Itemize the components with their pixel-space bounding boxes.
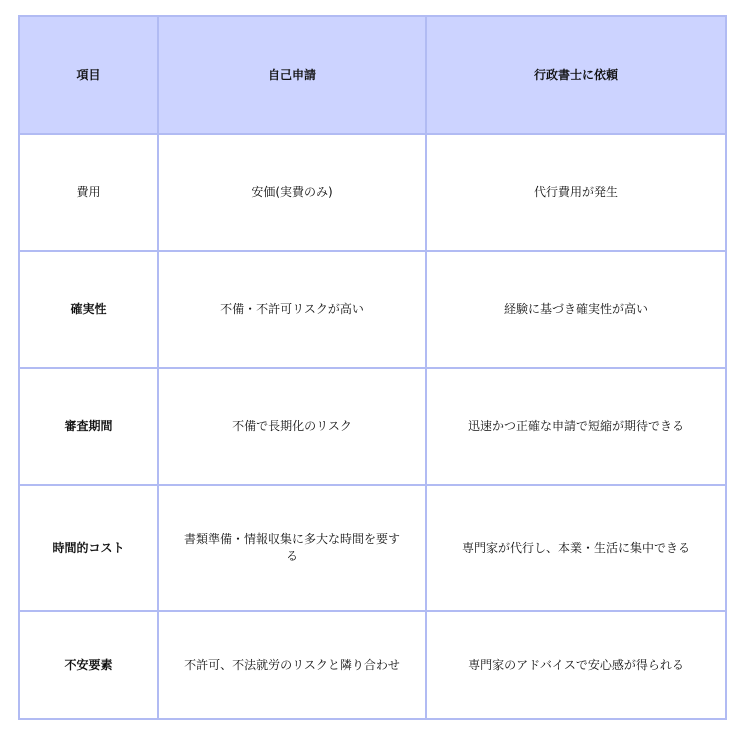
table-row (19, 368, 726, 485)
cell-agent-time-cost: 専門家が代行し、本業・生活に集中できる (426, 485, 726, 611)
table-header-row (19, 16, 726, 134)
comparison-table (18, 15, 727, 720)
cell-agent-review-period: 迅速かつ正確な申請で短縮が期待できる (426, 368, 726, 485)
row-item-review-period: 審査期間 (19, 368, 158, 485)
header-self-application: 自己申請 (158, 16, 426, 134)
header-item: 項目 (19, 16, 158, 134)
cell-self-certainty: 不備・不許可リスクが高い (158, 251, 426, 368)
cell-self-anxiety: 不許可、不法就労のリスクと隣り合わせ (158, 611, 426, 719)
cell-agent-cost: 代行費用が発生 (426, 134, 726, 251)
cell-self-time-cost-text: 書類準備・情報収集に多大な時間を要する (183, 532, 400, 563)
row-item-time-cost: 時間的コスト (19, 485, 158, 611)
header-administrative-scrivener: 行政書士に依頼 (426, 16, 726, 134)
comparison-table-container (18, 15, 725, 720)
row-item-certainty: 確実性 (19, 251, 158, 368)
row-item-cost: 費用 (19, 134, 158, 251)
cell-self-cost: 安価(実費のみ) (158, 134, 426, 251)
cell-self-time-cost (158, 485, 426, 611)
cell-self-review-period: 不備で長期化のリスク (158, 368, 426, 485)
cell-agent-anxiety: 専門家のアドバイスで安心感が得られる (426, 611, 726, 719)
table-row (19, 485, 726, 611)
table-row (19, 611, 726, 719)
table-row (19, 134, 726, 251)
cell-agent-certainty: 経験に基づき確実性が高い (426, 251, 726, 368)
table-row (19, 251, 726, 368)
row-item-anxiety: 不安要素 (19, 611, 158, 719)
